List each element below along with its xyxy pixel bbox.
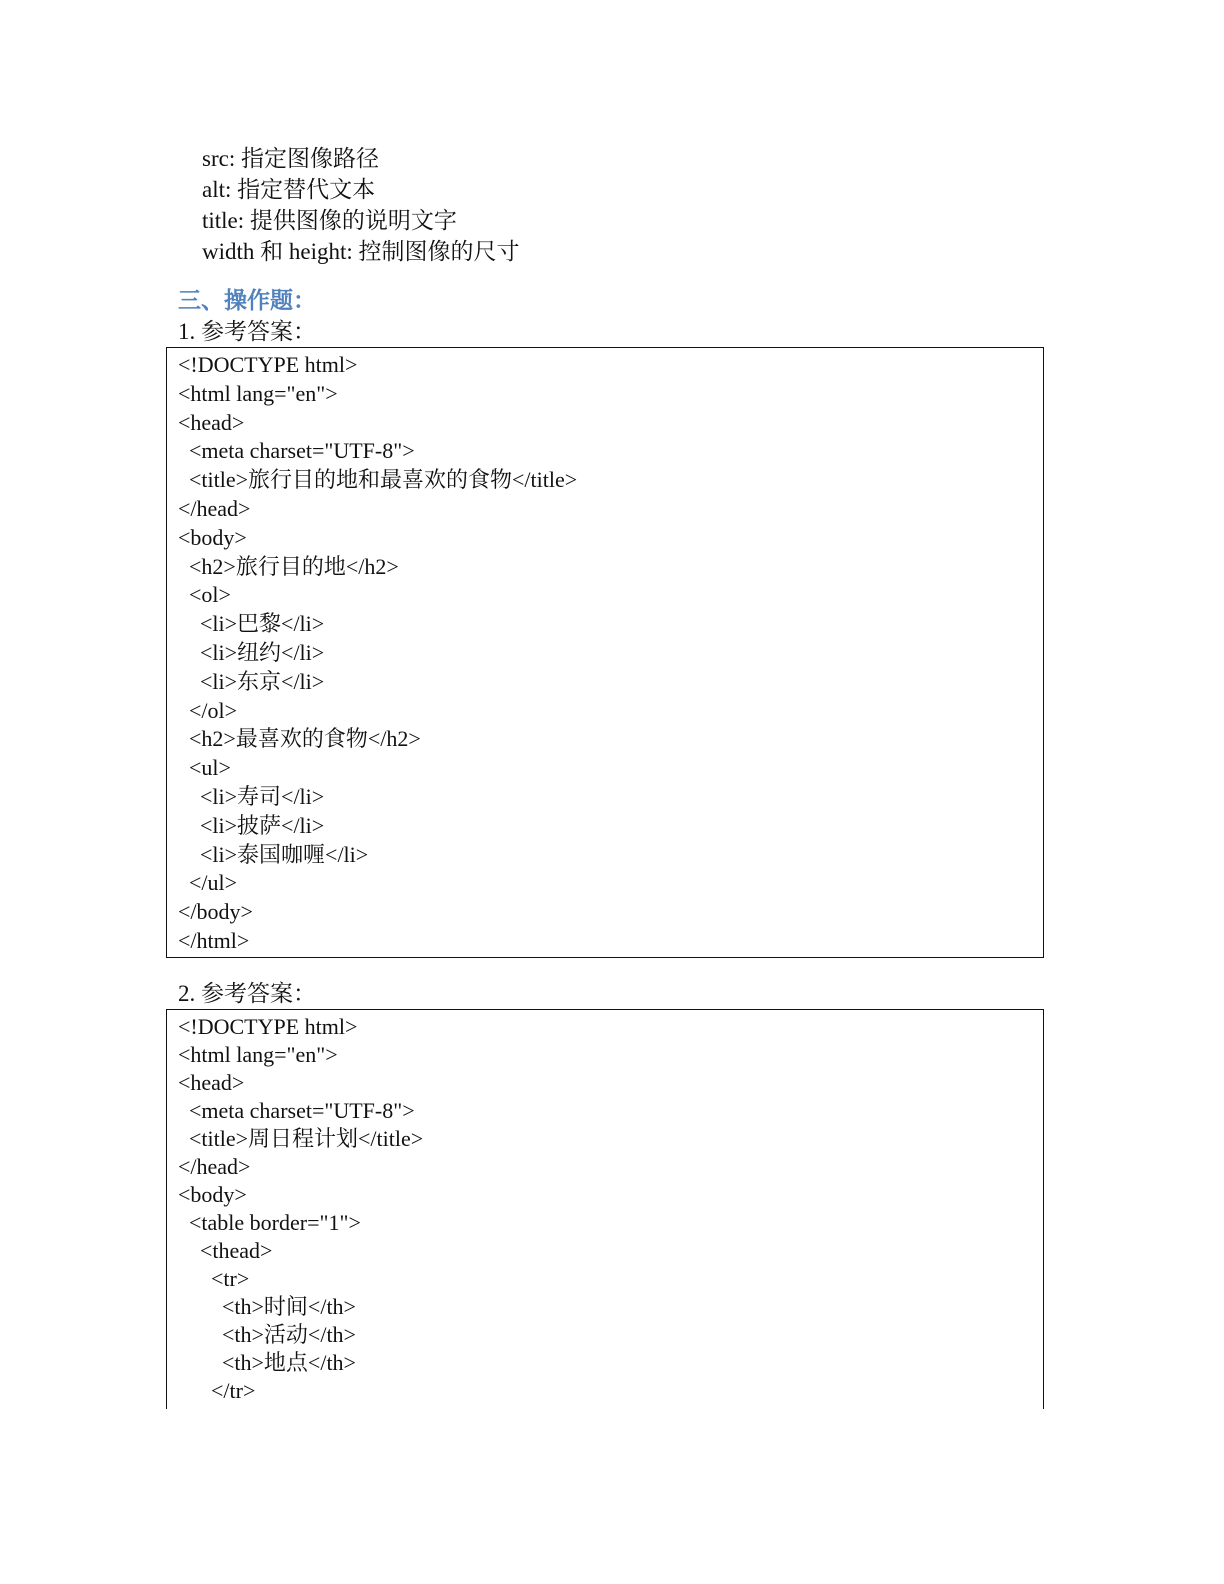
code-line: <body> [178,524,247,550]
code-line: <ul> [178,755,231,781]
code-line: </html> [178,927,250,953]
code-line: <thead> [178,1238,273,1263]
attribute-alt-line: alt: 指定替代文本 [202,177,376,202]
code-line: <li>泰国咖喱</li> [178,841,369,867]
code-line: <h2>旅行目的地</h2> [178,553,399,579]
code-line: <html lang="en"> [178,380,338,406]
code-line: </tr> [178,1378,256,1403]
code-line: <title>旅行目的地和最喜欢的食物</title> [178,467,578,493]
code-line: <th>地点</th> [178,1350,356,1375]
code-line: <head> [178,409,245,435]
attribute-size-line: width 和 height: 控制图像的尺寸 [202,239,520,264]
code-line: </ul> [178,870,238,896]
code-line: <th>活动</th> [178,1322,356,1347]
attribute-src-line: src: 指定图像路径 [202,146,379,171]
code-line: <head> [178,1070,245,1095]
code-line: <table border="1"> [178,1210,361,1235]
attribute-title-line: title: 提供图像的说明文字 [202,208,457,233]
code-line: <!DOCTYPE html> [178,1014,358,1039]
code-line: <li>寿司</li> [178,783,325,809]
code-line: <meta charset="UTF-8"> [178,1098,415,1123]
code-line: <li>东京</li> [178,668,325,694]
image-attribute-list [202,143,520,267]
code-line: <th>时间</th> [178,1294,356,1319]
code-line: <title>周日程计划</title> [178,1126,424,1151]
code-line: <!DOCTYPE html> [178,352,358,377]
answer1-code-box [166,347,1044,958]
code-line: <meta charset="UTF-8"> [178,438,415,464]
answer2-label: 2. 参考答案： [178,981,316,1006]
code-line: <li>巴黎</li> [178,611,325,637]
code-line: <html lang="en"> [178,1042,338,1067]
code-line: </head> [178,495,251,521]
code-line: <tr> [178,1266,250,1291]
code-line: </body> [178,899,253,925]
code-line: </ol> [178,697,238,723]
code-line: <h2>最喜欢的食物</h2> [178,726,421,752]
answer2-code-box [166,1009,1044,1409]
code-line: </head> [178,1154,251,1179]
code-line: <li>披萨</li> [178,812,325,838]
answer1-label: 1. 参考答案： [178,319,316,344]
section-heading: 三、操作题： [178,288,316,313]
code-line: <body> [178,1182,247,1207]
code-line: <ol> [178,582,231,608]
code-line: <li>纽约</li> [178,639,325,665]
